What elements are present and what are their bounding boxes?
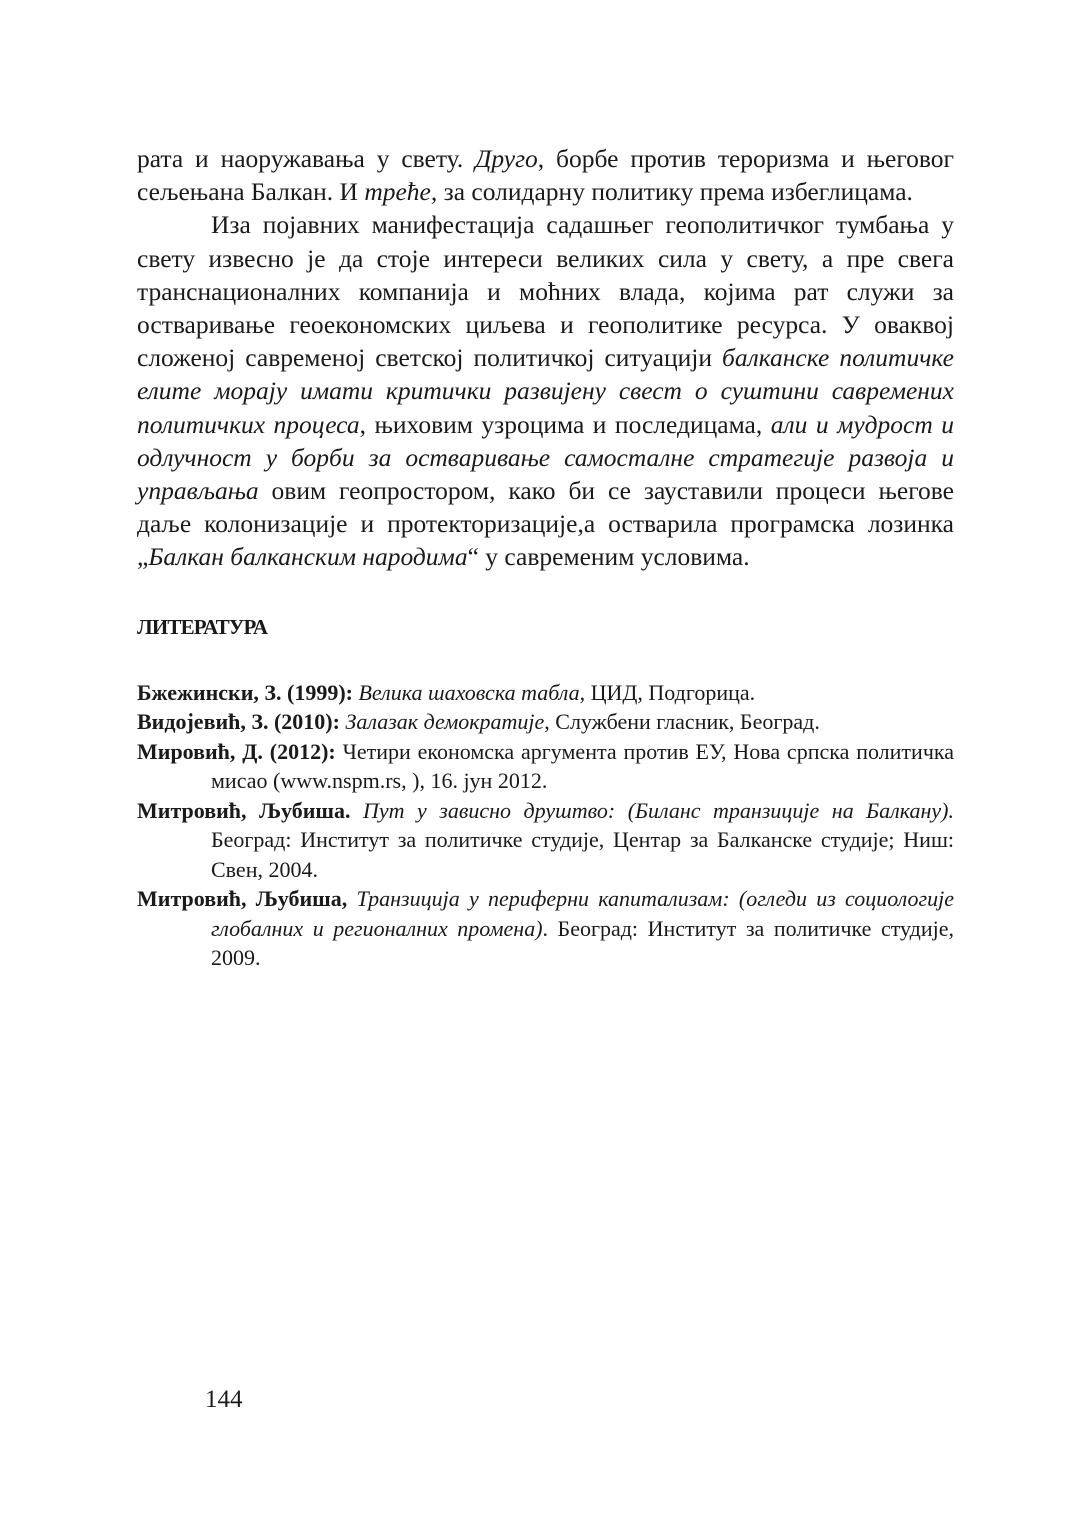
paragraph-1 <box>137 142 954 208</box>
text-block <box>137 142 954 973</box>
reference-title: Велика шаховска табла <box>358 679 580 705</box>
p2-text-e: овим геопростором, како би се зауставили процеси његове даље колонизације и протекторизације,а остварила програмска лозинка „ <box>137 476 954 572</box>
p1-text-c: , борбе против тероризма и његовог сељењана Балкан. И <box>137 144 954 207</box>
p1-italic-d: треће, <box>364 177 438 207</box>
reference-details: Четири економска аргумента против ЕУ, Нова српска политичка мисао (www.nspm.rs, ), 16. јун 2012. <box>211 738 955 794</box>
p2-italic-f: Балкан балканским народима <box>148 542 468 572</box>
paragraph-2 <box>137 208 954 573</box>
reference-list <box>137 678 954 973</box>
reference-author: Бжежински, З. (1999): <box>137 679 353 705</box>
reference-details: , Службени гласник, Београд. <box>544 709 820 735</box>
reference-title: Транзиција у периферни капитализам: (огледи из социологије глобалних и регионалних промена) <box>211 886 954 941</box>
reference-author: Мировић, Д. (2012): <box>137 738 336 764</box>
p2-italic-d: али и мудрост и одлучност у борби за остваривање самосталне стратегије развоја и управљања <box>137 409 954 506</box>
p2-text-a: Иза појавних манифестација садашњег геополитичког тумбања у свету извесно је да стоје интереси великих сила у свету, а пре свега транснационалних компанија и моћних влада, којима рат служи за остваривање геоекономских циљева и геополитике ресурса. У оваквој сложеној савременој светској политичкој ситуацији <box>137 210 954 373</box>
reference-title: Залазак демократије <box>345 709 545 735</box>
reference-author: Митровић, Љубиша, <box>137 886 348 912</box>
reference-author: Видојевић, З. (2010): <box>137 709 340 735</box>
reference-item <box>137 884 954 973</box>
p2-italic-b: балканске политичке елите морају имати критички развијену свест о суштини савремених политичких процеса <box>137 343 954 439</box>
reference-author: Митровић, Љубиша. <box>137 797 351 823</box>
literature-heading: ЛИТЕРАТУРА <box>137 614 268 639</box>
reference-details: . Београд: Институт за политичке студије, 2009. <box>211 915 954 971</box>
reference-item <box>137 678 954 708</box>
p1-text-a: рата и наоружавања у свету. <box>137 144 476 173</box>
p2-text-g: “ у савременим условима. <box>467 542 750 572</box>
page-number: 144 <box>205 1386 243 1413</box>
reference-details: , ЦИД, Подгорица. <box>579 679 756 705</box>
reference-details: Београд: Институт за политичке студије, Центар за Балканске студије; Ниш: Свен, 2004. <box>211 827 954 882</box>
reference-item <box>137 796 954 885</box>
p2-text-c: , њиховим узроцима и последицама, <box>359 409 771 439</box>
p1-text-e: за солидарну политику према избеглицама. <box>437 177 913 207</box>
reference-title: Пут у зависно друштво: (Биланс транзиције на Балкану). <box>362 797 954 823</box>
reference-item <box>137 707 954 737</box>
reference-item <box>137 737 954 796</box>
p1-italic-b: Друго <box>475 144 538 173</box>
